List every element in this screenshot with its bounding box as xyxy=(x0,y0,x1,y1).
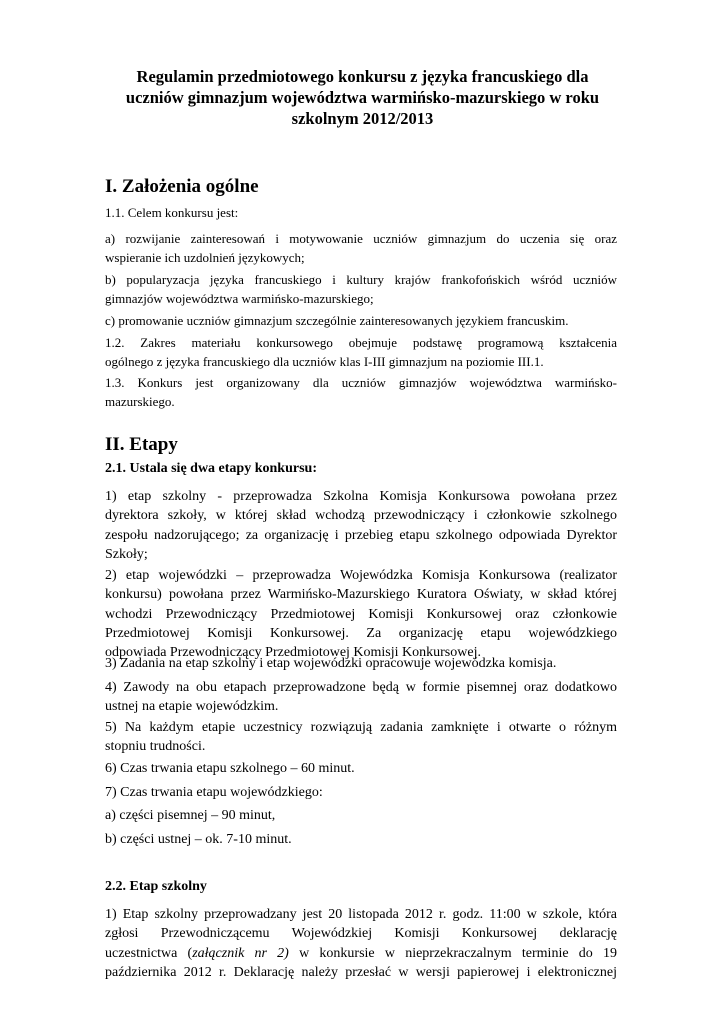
paragraph-1-1-c: c) promowanie uczniów gimnazjum szczególnie zainteresowanych językiem francuskim. xyxy=(105,313,569,328)
paragraph-2-1-6: 6) Czas trwania etapu szkolnego – 60 minut. xyxy=(105,761,355,776)
subheading-2-2: 2.2. Etap szkolny xyxy=(105,879,207,894)
paragraph-2-2-1-line3: uczestnictwa (załącznik nr 2) w konkursie w nieprzekraczalnym terminie do 19 xyxy=(105,945,617,961)
section-heading-stages: II. Etapy xyxy=(105,434,178,455)
section-heading-general: I. Założenia ogólne xyxy=(105,176,259,197)
paragraph-1-2: 1.2. Zakres materiału konkursowego obejmuje podstawę programową kształcenia ogólnego z języka francuskiego dla uczniów klas I-III gimnazjum na poziomie III.1. xyxy=(105,335,617,369)
paragraph-1-1-a: a) rozwijanie zainteresowań i motywowanie uczniów gimnazjum do uczenia się oraz wspieranie ich uzdolnień językowych; xyxy=(105,231,617,265)
paragraph-2-1-3: 3) Zadania na etap szkolny i etap wojewódzki opracowuje wojewódzka komisja. xyxy=(105,656,557,671)
title-line: Regulamin przedmiotowego konkursu z języka francuskiego dla xyxy=(136,67,589,86)
title-line: uczniów gimnazjum województwa warmińsko-mazurskiego w roku xyxy=(125,88,600,107)
title-line: szkolnym 2012/2013 xyxy=(291,109,434,128)
paragraph-2-1-7: 7) Czas trwania etapu wojewódzkiego: xyxy=(105,785,323,800)
paragraph-2-1-1: 1) etap szkolny - przeprowadza Szkolna Komisja Konkursowa powołana przez dyrektora szkoły, w której skład wchodzą przewodniczący i członkowie szkolnego zespołu nadzorującego; za organizację i przebieg etapu szkolnego odpowiada Dyrektor Szkoły; xyxy=(105,489,617,562)
paragraph-1-1: 1.1. Celem konkursu jest: xyxy=(105,205,239,220)
paragraph-1-1-b: b) popularyzacja języka francuskiego i kultury krajów frankofońskich wśród uczniów gimnazjów województwa warmińsko-mazurskiego; xyxy=(105,272,617,306)
paragraph-2-1-2: 2) etap wojewódzki – przeprowadza Wojewódzka Komisja Konkursowa (realizator konkursu) powołana przez Warmińsko-Mazurskiego Kuratora Oświaty, w skład której wchodzi Przewodniczący Przedmiotowej Komisji Konkursowej oraz członkowie Przedmiotowej Komisji Konkursowej. Za organizację etapu wojewódzkiego odpowiada Przewodniczący Przedmiotowej Komisji Konkursowej. xyxy=(105,568,617,661)
paragraph-2-1-7-a: a) części pisemnej – 90 minut, xyxy=(105,808,276,823)
paragraph-2-1-7-b: b) części ustnej – ok. 7-10 minut. xyxy=(105,832,292,847)
paragraph-2-2-1: 1) Etap szkolny przeprowadzany jest 20 listopada 2012 r. godz. 11:00 w szkole, która zgłosi Przewodniczącemu Wojewódzkiej Komisji Konkursowej deklarację uczestnictwa (załącznik nr 2) w konkursie w nieprzekraczalnym terminie do 19 października 2012 r. Deklarację należy przesłać w wersji papierowej i elektronicznej xyxy=(105,907,617,980)
paragraph-2-1-4: 4) Zawody na obu etapach przeprowadzone będą w formie pisemnej oraz dodatkowo ustnej na etapie wojewódzkim. xyxy=(105,680,617,715)
paragraph-2-1-5: 5) Na każdym etapie uczestnicy rozwiązują zadania zamknięte i otwarte o różnym stopniu trudności. xyxy=(105,720,617,755)
attachment-reference: załącznik nr 2) xyxy=(192,945,289,961)
subheading-2-1: 2.1. Ustala się dwa etapy konkursu: xyxy=(105,461,317,476)
paragraph-1-3: 1.3. Konkurs jest organizowany dla uczniów gimnazjów województwa warmińsko- mazurskiego. xyxy=(105,375,617,409)
document-title xyxy=(105,66,620,129)
